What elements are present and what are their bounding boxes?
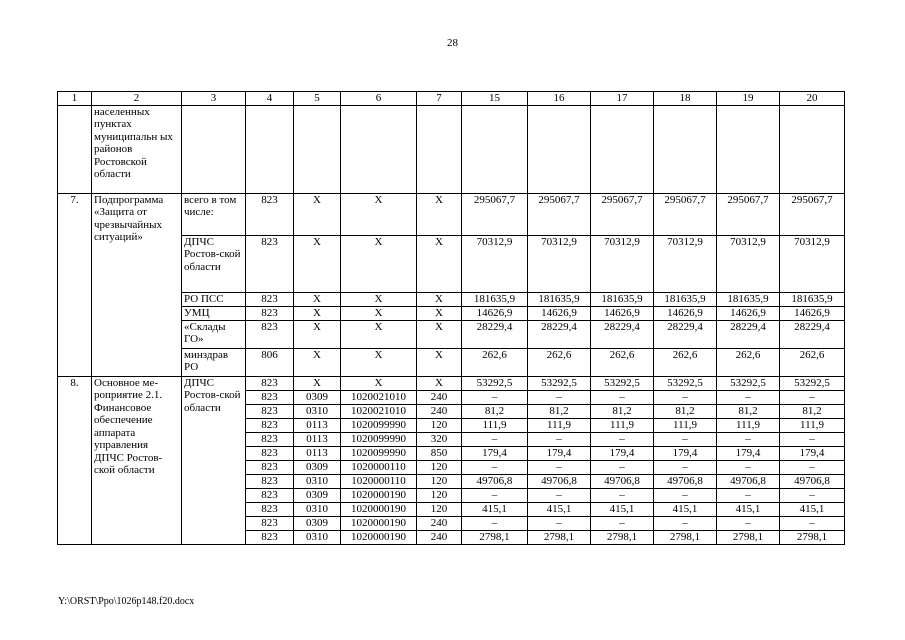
value-cell: 415,1 [528, 502, 591, 516]
cell-c4: 823 [246, 460, 294, 474]
cell-c5: Х [294, 235, 341, 292]
value-cell: – [717, 516, 780, 530]
cell-c7: 120 [417, 488, 462, 502]
value-cell: 28229,4 [780, 320, 845, 348]
value-cell: – [462, 516, 528, 530]
value-cell: 181635,9 [654, 292, 717, 306]
value-cell: 28229,4 [528, 320, 591, 348]
cell-c6: Х [341, 235, 417, 292]
value-cell: – [717, 460, 780, 474]
page-number: 28 [447, 37, 458, 49]
value-cell: – [528, 460, 591, 474]
cell-c7: 120 [417, 418, 462, 432]
cell-c7: 240 [417, 530, 462, 544]
value-cell: 49706,8 [462, 474, 528, 488]
footer-path: Y:\ORST\Ppo\1026p148.f20.docx [58, 596, 195, 607]
section8-number: 8. [58, 376, 92, 544]
value-cell: – [654, 460, 717, 474]
cell-c5: 0309 [294, 460, 341, 474]
header-cell: 7 [417, 92, 462, 106]
cell-c7: 120 [417, 502, 462, 516]
cell-c7: Х [417, 376, 462, 390]
cell-c6: 1020000110 [341, 460, 417, 474]
cell-c4: 823 [246, 193, 294, 235]
value-cell: 181635,9 [591, 292, 654, 306]
value-cell: 415,1 [717, 502, 780, 516]
cell-c4: 823 [246, 418, 294, 432]
value-cell: – [780, 460, 845, 474]
value-cell: 28229,4 [654, 320, 717, 348]
cell-c5: 0309 [294, 488, 341, 502]
value-cell: 49706,8 [654, 474, 717, 488]
value-cell: – [462, 488, 528, 502]
section8-executor: ДПЧС Ростов-ской области [182, 376, 246, 544]
value-cell: 295067,7 [717, 193, 780, 235]
cell-c5: 0309 [294, 390, 341, 404]
value-cell: 415,1 [654, 502, 717, 516]
value-cell: 70312,9 [528, 235, 591, 292]
cell-c5: 0310 [294, 502, 341, 516]
value-cell: 81,2 [591, 404, 654, 418]
cell-c4: 823 [246, 320, 294, 348]
value-cell: 81,2 [780, 404, 845, 418]
value-cell: 179,4 [780, 446, 845, 460]
value-cell: – [717, 432, 780, 446]
cell-c7: 240 [417, 516, 462, 530]
cell-c5: Х [294, 193, 341, 235]
header-cell: 15 [462, 92, 528, 106]
value-cell: 295067,7 [528, 193, 591, 235]
value-cell: – [462, 460, 528, 474]
value-cell: – [528, 432, 591, 446]
value-cell: 81,2 [462, 404, 528, 418]
value-cell: 262,6 [780, 348, 845, 376]
header-cell: 20 [780, 92, 845, 106]
cell-c5: 0310 [294, 530, 341, 544]
value-cell: 262,6 [717, 348, 780, 376]
header-cell: 5 [294, 92, 341, 106]
value-cell: – [780, 432, 845, 446]
cell-c6: Х [341, 376, 417, 390]
value-cell: 262,6 [591, 348, 654, 376]
cell-c6: 1020021010 [341, 390, 417, 404]
value-cell: 111,9 [780, 418, 845, 432]
cell-c4: 823 [246, 306, 294, 320]
value-cell: – [528, 390, 591, 404]
value-cell: – [717, 390, 780, 404]
cell-c6: 1020099990 [341, 432, 417, 446]
header-cell: 16 [528, 92, 591, 106]
value-cell: 14626,9 [528, 306, 591, 320]
value-cell: – [654, 390, 717, 404]
cell-c6: Х [341, 193, 417, 235]
continuation-row [58, 105, 845, 193]
cell-c6: Х [341, 292, 417, 306]
value-cell: 14626,9 [462, 306, 528, 320]
cell-c4: 823 [246, 376, 294, 390]
value-cell: 179,4 [528, 446, 591, 460]
cell-c7: 120 [417, 474, 462, 488]
header-cell: 17 [591, 92, 654, 106]
value-cell: – [591, 488, 654, 502]
cell-c7: Х [417, 292, 462, 306]
cell-c6: 1020099990 [341, 418, 417, 432]
value-cell: 70312,9 [780, 235, 845, 292]
value-cell: 81,2 [528, 404, 591, 418]
cell-c6: Х [341, 306, 417, 320]
value-cell: 111,9 [717, 418, 780, 432]
value-cell: – [654, 488, 717, 502]
value-cell: 49706,8 [780, 474, 845, 488]
cell-c4: 823 [246, 530, 294, 544]
cell-c6: 1020000110 [341, 474, 417, 488]
value-cell: – [591, 460, 654, 474]
cell-c6: 1020099990 [341, 446, 417, 460]
value-cell: 111,9 [462, 418, 528, 432]
value-cell: 2798,1 [654, 530, 717, 544]
value-cell: 2798,1 [717, 530, 780, 544]
header-cell: 3 [182, 92, 246, 106]
cell-c5: 0309 [294, 516, 341, 530]
cell-c7: Х [417, 193, 462, 235]
section8-name: Основное ме-роприятие 2.1. Финансовое обеспечение аппарата управления ДПЧС Ростов-ской области [92, 376, 182, 544]
value-cell: 53292,5 [462, 376, 528, 390]
executor-cell: ДПЧС Ростов-ской области [182, 235, 246, 292]
value-cell: 179,4 [654, 446, 717, 460]
cell-c4: 806 [246, 348, 294, 376]
value-cell: 295067,7 [654, 193, 717, 235]
cell-c6: Х [341, 348, 417, 376]
value-cell: – [780, 488, 845, 502]
value-cell: 49706,8 [717, 474, 780, 488]
value-cell: 49706,8 [591, 474, 654, 488]
section7-row [58, 193, 845, 235]
value-cell: 2798,1 [528, 530, 591, 544]
value-cell: – [780, 390, 845, 404]
value-cell: 14626,9 [717, 306, 780, 320]
value-cell: 181635,9 [528, 292, 591, 306]
header-cell: 1 [58, 92, 92, 106]
value-cell: 415,1 [591, 502, 654, 516]
value-cell: 181635,9 [717, 292, 780, 306]
cell-c4: 823 [246, 404, 294, 418]
value-cell: 70312,9 [462, 235, 528, 292]
value-cell: 53292,5 [654, 376, 717, 390]
value-cell: 295067,7 [462, 193, 528, 235]
executor-cell: УМЦ [182, 306, 246, 320]
value-cell: 81,2 [654, 404, 717, 418]
cell-c5: 0113 [294, 446, 341, 460]
cell-c5: 0310 [294, 474, 341, 488]
cell-c4: 823 [246, 235, 294, 292]
cell-c4: 823 [246, 390, 294, 404]
value-cell: 2798,1 [780, 530, 845, 544]
value-cell: 28229,4 [462, 320, 528, 348]
cell-c4: 823 [246, 446, 294, 460]
value-cell: – [528, 516, 591, 530]
value-cell: 81,2 [717, 404, 780, 418]
cell-c7: 320 [417, 432, 462, 446]
cell-c4: 823 [246, 488, 294, 502]
cell-c7: Х [417, 320, 462, 348]
value-cell: – [780, 516, 845, 530]
section7-name: Подпрограмма «Защита от чрезвычайных ситуаций» [92, 193, 182, 376]
value-cell: 179,4 [717, 446, 780, 460]
value-cell: – [528, 488, 591, 502]
header-cell: 4 [246, 92, 294, 106]
value-cell: 2798,1 [462, 530, 528, 544]
value-cell: 181635,9 [780, 292, 845, 306]
cell-c6: 1020000190 [341, 488, 417, 502]
header-row [58, 92, 845, 106]
cell-c5: Х [294, 306, 341, 320]
executor-cell: РО ПСС [182, 292, 246, 306]
value-cell: 179,4 [591, 446, 654, 460]
cell-c5: Х [294, 320, 341, 348]
cell-c6: 1020021010 [341, 404, 417, 418]
cell-c7: Х [417, 348, 462, 376]
value-cell: 111,9 [528, 418, 591, 432]
cell-c7: 850 [417, 446, 462, 460]
value-cell: 295067,7 [780, 193, 845, 235]
value-cell: 415,1 [462, 502, 528, 516]
value-cell: 262,6 [654, 348, 717, 376]
value-cell: – [654, 516, 717, 530]
value-cell: – [462, 390, 528, 404]
value-cell: 295067,7 [591, 193, 654, 235]
value-cell: – [591, 516, 654, 530]
cell-c4: 823 [246, 474, 294, 488]
value-cell: 53292,5 [780, 376, 845, 390]
value-cell: 70312,9 [717, 235, 780, 292]
value-cell: 14626,9 [654, 306, 717, 320]
budget-table [57, 91, 845, 545]
cell-c7: 120 [417, 460, 462, 474]
value-cell: – [462, 432, 528, 446]
section8-row [58, 376, 845, 390]
cell-c5: Х [294, 348, 341, 376]
value-cell: 415,1 [780, 502, 845, 516]
cell-c7: 240 [417, 390, 462, 404]
executor-cell: всего в том числе: [182, 193, 246, 235]
cell-c6: 1020000190 [341, 502, 417, 516]
value-cell: 262,6 [528, 348, 591, 376]
header-cell: 18 [654, 92, 717, 106]
header-cell: 19 [717, 92, 780, 106]
cell-c4: 823 [246, 292, 294, 306]
value-cell: – [717, 488, 780, 502]
header-cell: 6 [341, 92, 417, 106]
value-cell: 14626,9 [780, 306, 845, 320]
value-cell: 179,4 [462, 446, 528, 460]
value-cell: 111,9 [654, 418, 717, 432]
executor-cell: минздрав РО [182, 348, 246, 376]
value-cell: 28229,4 [717, 320, 780, 348]
value-cell: – [654, 432, 717, 446]
section7-number: 7. [58, 193, 92, 376]
value-cell: 181635,9 [462, 292, 528, 306]
cell-c6: 1020000190 [341, 530, 417, 544]
cell-c5: 0113 [294, 418, 341, 432]
cell-c4: 823 [246, 516, 294, 530]
cell-c7: Х [417, 306, 462, 320]
value-cell: 70312,9 [591, 235, 654, 292]
value-cell: – [591, 432, 654, 446]
cell-c4: 823 [246, 432, 294, 446]
cell-c5: Х [294, 292, 341, 306]
value-cell: – [591, 390, 654, 404]
executor-cell: «Склады ГО» [182, 320, 246, 348]
continuation-name: населенных пунктах муниципальн ых районов Ростовской области [92, 105, 182, 193]
value-cell: 28229,4 [591, 320, 654, 348]
cell-c6: 1020000190 [341, 516, 417, 530]
value-cell: 53292,5 [717, 376, 780, 390]
cell-c5: 0310 [294, 404, 341, 418]
value-cell: 111,9 [591, 418, 654, 432]
header-cell: 2 [92, 92, 182, 106]
cell-c5: Х [294, 376, 341, 390]
value-cell: 14626,9 [591, 306, 654, 320]
cell-c5: 0113 [294, 432, 341, 446]
value-cell: 262,6 [462, 348, 528, 376]
cell-c7: Х [417, 235, 462, 292]
value-cell: 53292,5 [591, 376, 654, 390]
value-cell: 2798,1 [591, 530, 654, 544]
cell-c6: Х [341, 320, 417, 348]
value-cell: 70312,9 [654, 235, 717, 292]
value-cell: 49706,8 [528, 474, 591, 488]
cell-c4: 823 [246, 502, 294, 516]
cell-c7: 240 [417, 404, 462, 418]
value-cell: 53292,5 [528, 376, 591, 390]
